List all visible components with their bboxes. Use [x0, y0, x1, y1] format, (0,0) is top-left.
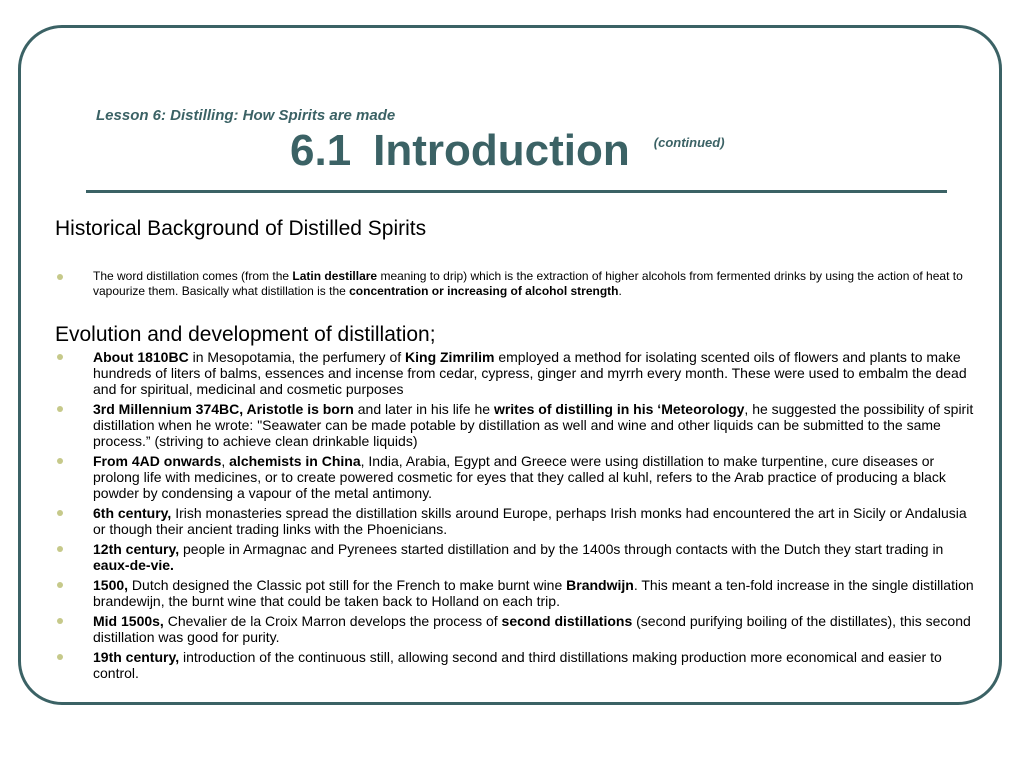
list-item: From 4AD onwards, alchemists in China, India, Arabia, Egypt and Greece were using distillation to make turpentine, cure diseases or prolong life with medicines, or to create powered cosmetic for eyes that they called al kuhl, refers to the Arab practice of producing a black powder by condensing a vapour of the metal antimony. [55, 453, 975, 501]
history-list [55, 269, 975, 299]
bullet-icon [57, 582, 63, 588]
section-number: 6.1 [290, 126, 352, 175]
bullet-icon [57, 406, 63, 412]
list-item: About 1810BC in Mesopotamia, the perfumery of King Zimrilim employed a method for isolating scented oils of flowers and plants to make hundreds of liters of balms, essences and incense from cedar, cypress, ginger and myrrh every month. These were used to embalm the dead and for spiritual, medicinal and cosmetic purposes [55, 349, 975, 397]
title-text: Introduction [373, 126, 630, 175]
evolution-list [55, 349, 975, 681]
bullet-icon [57, 354, 63, 360]
list-item: 12th century, people in Armagnac and Pyrenees started distillation and by the 1400s through contacts with the Dutch they start trading in eaux-de-vie. [55, 541, 975, 573]
slide-title [290, 126, 725, 176]
title-divider [86, 190, 947, 193]
continued-label: (continued) [653, 135, 725, 150]
bullet-icon [57, 510, 63, 516]
section-heading-evolution: Evolution and development of distillation; [55, 323, 436, 346]
list-item: Mid 1500s, Chevalier de la Croix Marron develops the process of second distillations (second purifying boiling of the distillates), this second distillation was good for purity. [55, 613, 975, 645]
bullet-icon [57, 618, 63, 624]
bullet-icon [57, 546, 63, 552]
list-item: 19th century, introduction of the continuous still, allowing second and third distillations making production more economical and easier to control. [55, 649, 975, 681]
lesson-title: Lesson 6: Distilling: How Spirits are made [96, 107, 396, 124]
slide-content [55, 216, 975, 685]
list-item: 3rd Millennium 374BC, Aristotle is born and later in his life he writes of distilling in his ‘Meteorology, he suggested the possibility of spirit distillation when he wrote: "Seawater can be made potable by distillation as well and wine and other liquids can be submitted to the same process.” (striving to achieve clean drinkable liquids) [55, 401, 975, 449]
section-heading-history: Historical Background of Distilled Spirits [55, 217, 427, 240]
bullet-icon [57, 274, 63, 280]
list-item: 6th century, Irish monasteries spread the distillation skills around Europe, perhaps Irish monks had encountered the art in Sicily or Andalusia or though their ancient trading links with the Phoenicians. [55, 505, 975, 537]
list-item: 1500, Dutch designed the Classic pot still for the French to make burnt wine Brandwijn. This meant a ten-fold increase in the single distillation brandewijn, the burnt wine that could be taken back to Holland on each trip. [55, 577, 975, 609]
bullet-icon [57, 654, 63, 660]
list-item: The word distillation comes (from the Latin destillare meaning to drip) which is the extraction of higher alcohols from fermented drinks by using the action of heat to vapourize them. Basically what distillation is the concentration or increasing of alcohol strength. [55, 269, 975, 299]
bullet-icon [57, 458, 63, 464]
